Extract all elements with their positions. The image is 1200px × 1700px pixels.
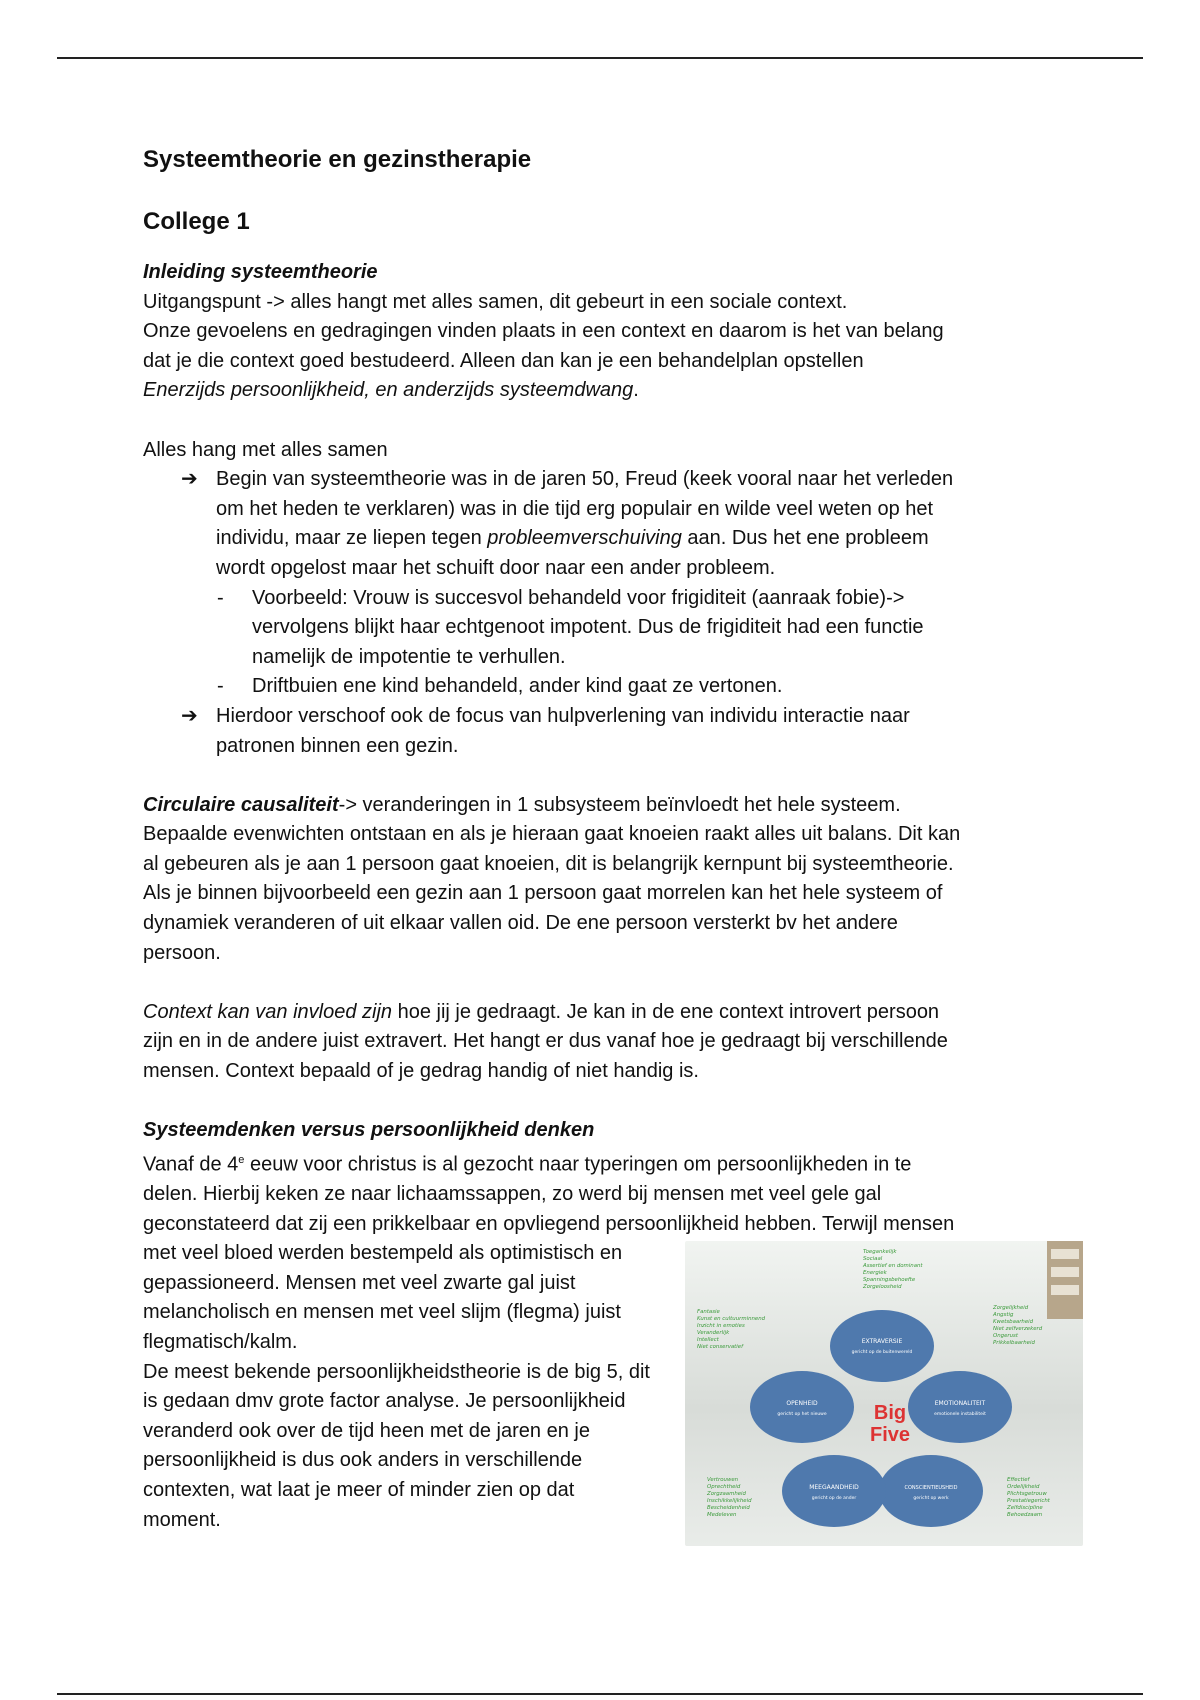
list-item-bullet-1 — [143, 465, 1063, 583]
circle-emotionaliteit — [908, 1371, 1012, 1443]
photo-corner-shelf — [1051, 1267, 1079, 1277]
trait-openheid-3: Inzicht in emoties — [697, 1323, 745, 1330]
big-five-label-big: Big — [873, 1402, 907, 1425]
systeem-wrap-9: contexten, wat laat je meer of minder zien op dat — [143, 1479, 575, 1501]
document-body — [143, 144, 1063, 1546]
systeem-wrap-6: is gedaan dmv grote factor analyse. Je persoonlijkheid — [143, 1390, 626, 1413]
section-college: College 1 — [143, 208, 250, 235]
sub-openheid: gericht op het nieuwe — [777, 1412, 827, 1418]
list-item-bullet-2 — [143, 702, 1063, 761]
trait-meegaandheid-1: Vertrouwen — [707, 1477, 739, 1484]
bullet-2-line-1: Hierdoor verschoof ook de focus van hulpverlening van individu interactie naar — [216, 704, 910, 727]
bullet-1-line-3b: aan. Dus het ene probleem — [681, 527, 929, 550]
sub-1-line-2: vervolgens blijkt haar echtgenoot impotent. Dus de frigiditeit had een functie — [252, 616, 924, 639]
label-conscientieusheid: CONSCIENTIEUSHEID — [904, 1485, 958, 1492]
sub-2-line-1: Driftbuien ene kind behandeld, ander kind gaat ze vertonen. — [252, 675, 783, 698]
intro-period: . — [633, 379, 639, 402]
big-five-figure — [685, 1241, 1083, 1546]
context-line-3: mensen. Context bepaald of je gedrag handig of niet handig is. — [143, 1060, 699, 1083]
circular-term: Circulaire causaliteit — [143, 793, 339, 816]
arrow-icon: ➔ — [181, 468, 198, 491]
trait-conscientieusheid-1: Effectief — [1007, 1477, 1030, 1484]
trait-meegaandheid-4: Inschikkelijkheid — [707, 1498, 752, 1505]
circular-line-1 — [143, 791, 1063, 821]
systeem-wrap-8: persoonlijkheid is dus ook anders in verschillende — [143, 1449, 583, 1472]
big-five-diagram — [685, 1241, 1083, 1546]
trait-extraversie-5: Spanningsbehoefte — [863, 1277, 916, 1284]
sub-extraversie: gericht op de buitenwereld — [851, 1350, 913, 1356]
trait-openheid-6: Niet conservatief — [697, 1344, 744, 1351]
trait-openheid-4: Veranderlijk — [697, 1330, 730, 1337]
trait-conscientieusheid-5: Zelfdiscipline — [1007, 1505, 1043, 1512]
trait-meegaandheid-2: Oprechtheid — [707, 1484, 741, 1491]
bullet-1-line-2: om het heden te verklaren) was in die tijd erg populair en wilde veel weten op het — [216, 497, 934, 520]
trait-emotionaliteit-2: Angstig — [993, 1312, 1014, 1319]
circular-line-1-rest: -> veranderingen in 1 subsysteem beïnvloedt het hele systeem. — [338, 793, 901, 816]
trait-conscientieusheid-3: Plichtsgetrouw — [1007, 1491, 1047, 1498]
label-extraversie: EXTRAVERSIE — [861, 1338, 903, 1346]
bullet-1-line-4: wordt opgelost maar het schuift door naar een ander probleem. — [216, 556, 776, 579]
bullet-2-line-2: patronen binnen een gezin. — [216, 734, 459, 757]
trait-meegaandheid-5: Bescheidenheid — [707, 1505, 750, 1512]
footer-rule — [57, 1693, 1143, 1695]
list-item-sub-2 — [143, 672, 1063, 702]
trait-extraversie-6: Zorgeloosheid — [863, 1284, 902, 1291]
trait-conscientieusheid-6: Behoedzaam — [1007, 1512, 1043, 1519]
sub-1-line-3: namelijk de impotentie te verhullen. — [252, 645, 566, 668]
bullet-1-line-3a: individu, maar ze liepen tegen — [216, 527, 488, 550]
sub-emotionaliteit: emotionele instabiliteit — [934, 1412, 986, 1418]
sub-meegaandheid: gericht op de ander — [811, 1496, 857, 1502]
heading-alles-samen: Alles hang met alles samen — [143, 438, 388, 461]
systeem-wrap-4: flegmatisch/kalm. — [143, 1331, 298, 1354]
probleemverschuiving-term: probleemverschuiving — [487, 527, 682, 550]
intro-line-2: Onze gevoelens en gedragingen vinden plaats in een context en daarom is het van belang — [143, 320, 944, 343]
trait-openheid-5: Intellect — [697, 1337, 719, 1344]
trait-conscientieusheid-4: Prestatiegericht — [1007, 1498, 1050, 1505]
circular-line-6: persoon. — [143, 941, 221, 964]
trait-emotionaliteit-3: Kwetsbaarheid — [993, 1319, 1034, 1326]
systeem-wrap-2: gepassioneerd. Mensen met veel zwarte gal juist — [143, 1271, 576, 1294]
trait-extraversie-3: Assertief en dominant — [863, 1263, 923, 1270]
sub-conscientieusheid: gericht op werk — [913, 1496, 949, 1502]
systeem-wrap-3: melancholisch en mensen met veel slijm (flegma) juist — [143, 1301, 621, 1324]
systeem-wrap-10: moment. — [143, 1508, 221, 1531]
systeem-line-1b: eeuw voor christus is al gezocht naar typeringen om persoonlijkheden in te — [244, 1153, 912, 1176]
trait-meegaandheid-6: Medeleven — [707, 1512, 737, 1519]
big-five-label-five: Five — [869, 1424, 911, 1447]
context-line-1 — [143, 998, 1063, 1028]
circle-openheid — [750, 1371, 854, 1443]
document-title: Systeemtheorie en gezinstherapie — [143, 146, 532, 173]
trait-extraversie-4: Energiek — [863, 1270, 887, 1277]
trait-extraversie-2: Sociaal — [863, 1256, 883, 1263]
trait-emotionaliteit-4: Niet zelfverzekerd — [993, 1326, 1043, 1333]
trait-conscientieusheid-2: Ordelijkheid — [1007, 1484, 1040, 1491]
label-openheid: OPENHEID — [786, 1400, 818, 1408]
photo-corner-shelf — [1051, 1285, 1079, 1295]
trait-openheid-1: Fantasie — [697, 1309, 720, 1316]
trait-emotionaliteit-5: Ongerust — [993, 1333, 1018, 1340]
intro-italic: Enerzijds persoonlijkheid, en anderzijds systeemdwang — [143, 379, 634, 402]
systeem-wrap-5: De meest bekende persoonlijkheidstheorie is de big 5, dit — [143, 1360, 650, 1383]
systeem-wrap-7: veranderd ook over de tijd heen met de jaren en je — [143, 1419, 590, 1442]
photo-corner-shelf — [1051, 1249, 1079, 1259]
circle-extraversie — [830, 1310, 934, 1382]
intro-line-4 — [143, 376, 1063, 406]
list-item-sub-1 — [143, 584, 1063, 673]
circular-line-5: dynamiek veranderen of uit elkaar vallen oid. De ene persoon versterkt bv het andere — [143, 912, 898, 935]
systeem-line-1a: Vanaf de 4 — [143, 1153, 239, 1176]
trait-openheid-2: Kunst en cultuurminnend — [697, 1316, 766, 1323]
header-rule — [57, 57, 1143, 59]
sub-1-line-1: Voorbeeld: Vrouw is succesvol behandeld voor frigiditeit (aanraak fobie)-> — [252, 586, 905, 609]
circle-conscientieusheid — [879, 1455, 983, 1527]
circular-line-2: Bepaalde evenwichten ontstaan en als je hieraan gaat knoeien raakt alles uit balans. Dit kan — [143, 823, 961, 846]
trait-extraversie-1: Toegankelijk — [863, 1249, 897, 1256]
bullet-1-line-1: Begin van systeemtheorie was in de jaren 50, Freud (keek vooral naar het verleden — [216, 468, 954, 491]
dash-bullet: - — [217, 586, 224, 609]
circle-meegaandheid — [782, 1455, 886, 1527]
systeem-wrap-1: met veel bloed werden bestempeld als optimistisch en — [143, 1242, 623, 1265]
ordinal-sup: e — [238, 1153, 245, 1166]
arrow-icon: ➔ — [181, 704, 198, 727]
trait-emotionaliteit-6: Prikkelbaarheid — [993, 1340, 1035, 1347]
context-line-1-rest: hoe jij je gedraagt. Je kan in de ene context introvert persoon — [392, 1000, 940, 1023]
dash-bullet: - — [217, 675, 224, 698]
systeem-line-2: delen. Hierbij keken ze naar lichaamssappen, zo werd bij mensen met veel gele gal — [143, 1183, 882, 1206]
trait-meegaandheid-3: Zorgzaamheid — [707, 1491, 746, 1498]
systeem-line-1 — [143, 1146, 1063, 1180]
context-line-2: zijn en in de andere juist extravert. Het hangt er dus vanaf hoe je gedraagt bij verschillende — [143, 1030, 948, 1053]
heading-systeemdenken: Systeemdenken versus persoonlijkheid denken — [143, 1119, 595, 1142]
intro-line-3: dat je die context goed bestudeerd. Alleen dan kan je een behandelplan opstellen — [143, 349, 864, 372]
circular-line-3: al gebeuren als je aan 1 persoon gaat knoeien, dit is belangrijk kernpunt bij systeemtheorie. — [143, 852, 954, 875]
context-italic: Context kan van invloed zijn — [143, 1000, 393, 1023]
heading-inleiding: Inleiding systeemtheorie — [143, 261, 378, 283]
label-meegaandheid: MEEGAANDHEID — [809, 1484, 859, 1492]
label-emotionaliteit: EMOTIONALITEIT — [934, 1400, 986, 1408]
bullet-1-line-3 — [216, 524, 1063, 554]
systeem-line-3: geconstateerd dat zij een prikkelbaar en opvliegend persoonlijkheid hebben. Terwijl mensen — [143, 1212, 955, 1235]
circular-line-4: Als je binnen bijvoorbeeld een gezin aan 1 persoon gaat morrelen kan het hele systeem of — [143, 882, 943, 905]
intro-line-1: Uitgangspunt -> alles hangt met alles samen, dit gebeurt in een sociale context. — [143, 290, 848, 313]
trait-emotionaliteit-1: Zorgelijkheid — [993, 1305, 1029, 1312]
